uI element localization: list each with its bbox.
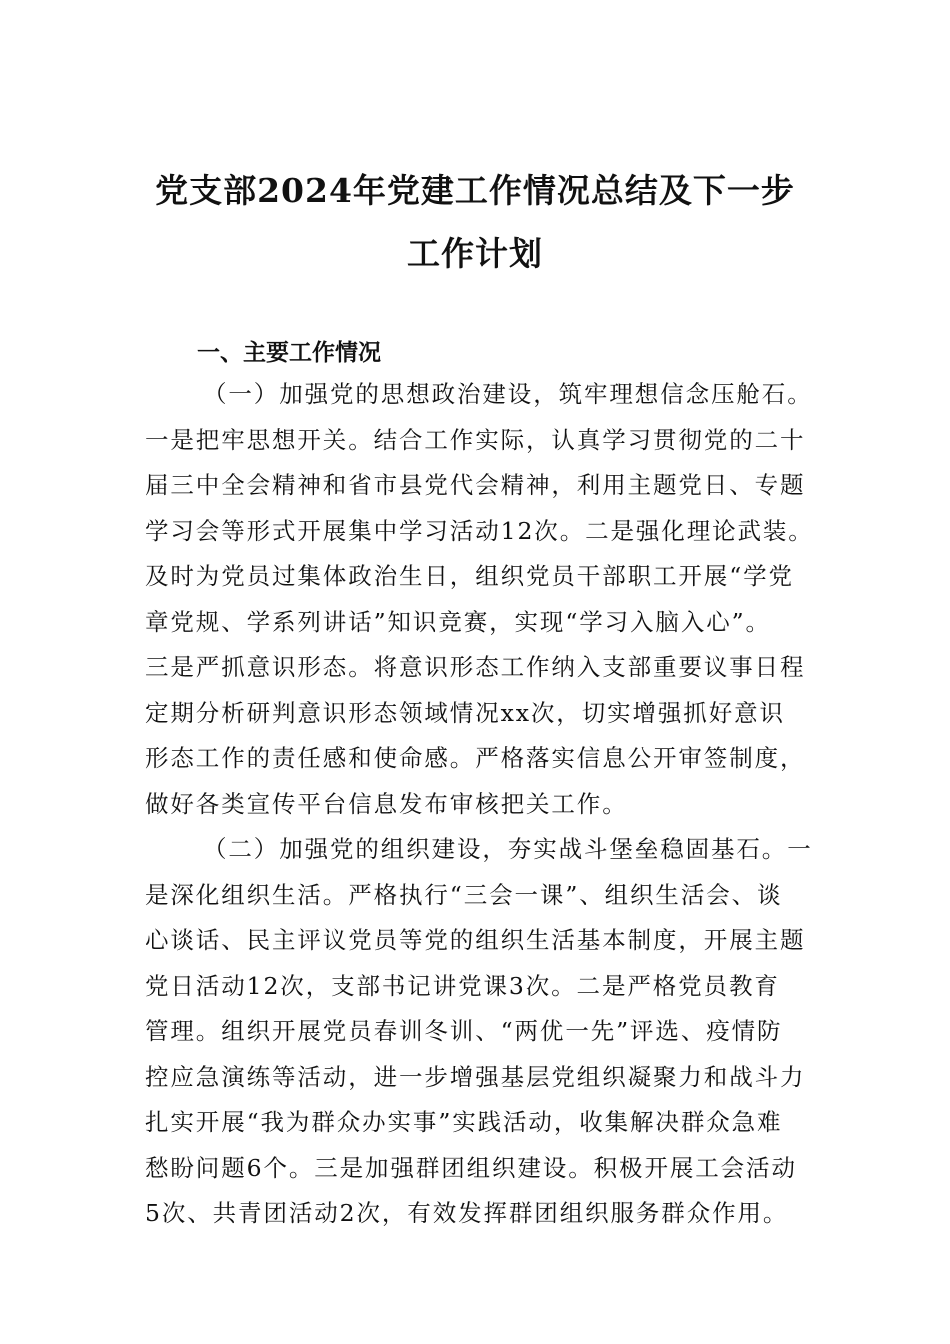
paragraph-line: 学习会等形式开展集中学习活动12次。二是强化理论武装。 bbox=[145, 516, 814, 545]
paragraph-line: 届三中全会精神和省市县党代会精神，利用主题党日、专题 bbox=[145, 471, 806, 499]
document-title-line-1: 党支部2024年党建工作情况总结及下一步 bbox=[155, 171, 795, 210]
paragraph-line: 愁盼问题6个。三是加强群团组织建设。积极开展工会活动 bbox=[145, 1153, 797, 1182]
paragraph-line: 形态工作的责任感和使命感。严格落实信息公开审签制度， bbox=[145, 744, 806, 772]
paragraph-line: 管理。组织开展党员春训冬训、“两优一先”评选、疫情防 bbox=[145, 1017, 783, 1045]
paragraph-line: 5次、共青团活动2次，有效发挥群团组织服务群众作用。 bbox=[145, 1199, 789, 1227]
section-heading-main-work: 一、主要工作情况 bbox=[197, 340, 381, 366]
paragraph-line: 一是把牢思想开关。结合工作实际，认真学习贯彻党的二十 bbox=[145, 425, 806, 454]
paragraph-line: 控应急演练等活动，进一步增强基层党组织凝聚力和战斗力 bbox=[145, 1062, 806, 1091]
paragraph-line: 是深化组织生活。严格执行“三会一课”、组织生活会、谈 bbox=[145, 880, 783, 909]
document-title-line-2: 工作计划 bbox=[407, 234, 543, 273]
paragraph-line: 章党规、学系列讲话”知识竞赛，实现“学习入脑入心”。 bbox=[145, 607, 771, 636]
paragraph-line: 定期分析研判意识形态领域情况xx次，切实增强抓好意识 bbox=[145, 698, 785, 727]
paragraph-line: 做好各类宣传平台信息发布审核把关工作。 bbox=[145, 789, 628, 818]
paragraph-line: 党日活动12次，支部书记讲党课3次。二是严格党员教育 bbox=[145, 971, 780, 1000]
subsection-heading-ideology: （一）加强党的思想政治建设，筑牢理想信念压舱石。 bbox=[203, 380, 813, 408]
paragraph-line: 心谈话、民主评议党员等党的组织生活基本制度，开展主题 bbox=[145, 926, 806, 954]
subsection-heading-organization: （二）加强党的组织建设，夯实战斗堡垒稳固基石。一 bbox=[203, 835, 813, 863]
paragraph-line: 及时为党员过集体政治生日，组织党员干部职工开展“学党 bbox=[145, 562, 794, 590]
paragraph-line: 扎实开展“我为群众办实事”实践活动，收集解决群众急难 bbox=[145, 1108, 783, 1136]
paragraph-line: 三是严抓意识形态。将意识形态工作纳入支部重要议事日程 bbox=[145, 653, 806, 681]
document-body bbox=[145, 372, 845, 1237]
